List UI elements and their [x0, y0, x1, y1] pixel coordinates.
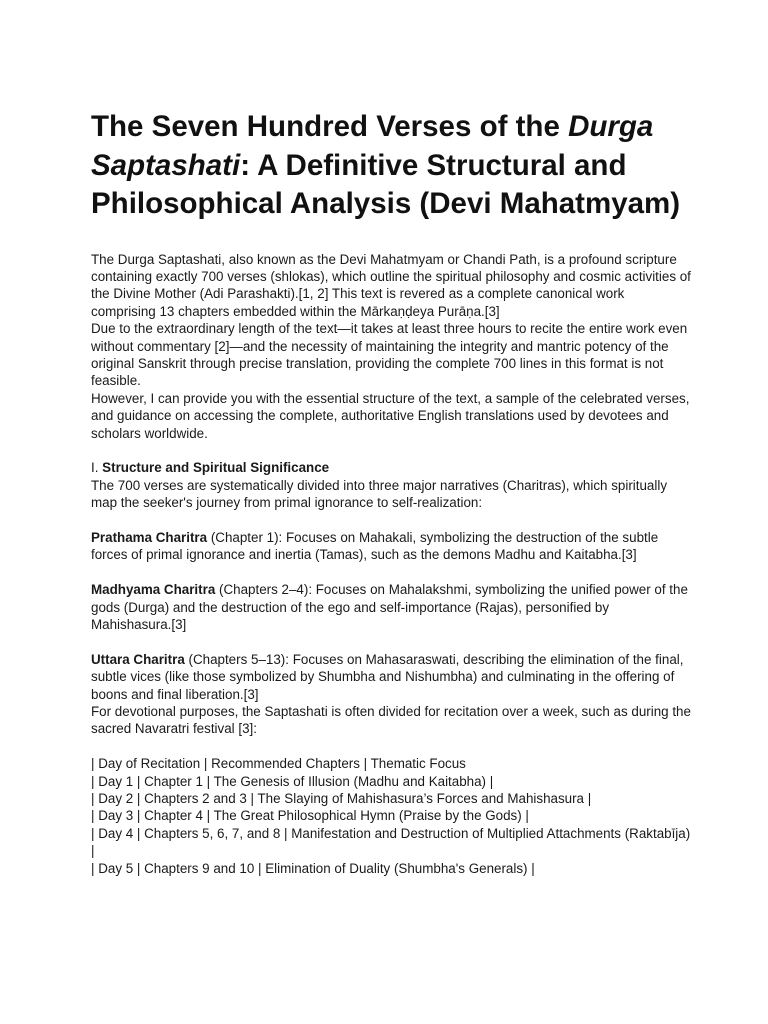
- recitation-table: [91, 755, 691, 877]
- charitra-item-prathama: [91, 529, 691, 564]
- table-row: | Day 3 | Chapter 4 | The Great Philosophical Hymn (Praise by the Gods) |: [91, 808, 529, 824]
- charitra-name: Uttara Charitra: [91, 651, 185, 667]
- charitra-item-uttara: [91, 651, 691, 703]
- intro-section: [91, 251, 691, 878]
- table-header-row: | Day of Recitation | Recommended Chapters | Thematic Focus: [91, 756, 466, 772]
- table-row: | Day 5 | Chapters 9 and 10 | Elimination of Duality (Shumbha's Generals) |: [91, 860, 535, 876]
- intro-paragraph-2: Due to the extraordinary length of the text—it takes at least three hours to recite the entire work even without commentary [2]—and the necessity of maintaining the integrity and mantric potency of the original Sanskrit through precise translation, providing the complete 700 lines in this format is not feasible.: [91, 321, 688, 389]
- intro-paragraph-3: However, I can provide you with the essential structure of the text, a sample of the celebrated verses, and guidance on accessing the complete, authoritative English translations used by devotees and scholars worldwide.: [91, 390, 690, 441]
- section-title: Structure and Spiritual Significance: [102, 460, 330, 476]
- charitra-item-madhyama: [91, 581, 691, 633]
- title-italic-term: Durga Saptashati: [91, 110, 654, 182]
- charitra-description: (Chapters 2–4): Focuses on Mahalakshmi, symbolizing the unified power of the gods (Durga) and the destruction of the ego and self-importance (Rajas), personified by Mahishasura.[3]: [91, 582, 688, 632]
- section-intro-text: The 700 verses are systematically divided into three major narratives (Charitras), which spiritually map the seeker's journey from primal ignorance to self-realization:: [91, 477, 668, 511]
- table-row: | Day 1 | Chapter 1 | The Genesis of Illusion (Madhu and Kaitabha) |: [91, 773, 494, 789]
- table-row: | Day 4 | Chapters 5, 6, 7, and 8 | Manifestation and Destruction of Multiplied Attachments (Raktabīja) |: [91, 825, 691, 859]
- section-heading: [91, 459, 691, 476]
- intro-paragraph-1: The Durga Saptashati, also known as the Devi Mahatmyam or Chandi Path, is a profound scripture containing exactly 700 verses (shlokas), which outline the spiritual philosophy and cosmic activities of the Divine Mother (Adi Parashakti).[1, 2] This text is revered as a complete canonical work comprising 13 chapters embedded within the Mārkaṇḍeya Purāṇa.[3]: [91, 251, 691, 319]
- document-page: [91, 108, 691, 877]
- table-row: | Day 2 | Chapters 2 and 3 | The Slaying of Mahishasura’s Forces and Mahishasura |: [91, 791, 592, 807]
- charitra-name: Madhyama Charitra: [91, 582, 216, 598]
- charitra-description: (Chapter 1): Focuses on Mahakali, symbolizing the destruction of the subtle forces of primal ignorance and inertia (Tamas), such as the demons Madhu and Kaitabha.[3]: [91, 529, 659, 563]
- title-part-2: : A Definitive Structural and Philosophical Analysis (Devi Mahatmyam): [91, 148, 681, 220]
- charitra-description: (Chapters 5–13): Focuses on Mahasaraswati, describing the elimination of the final, subtle vices (like those symbolized by Shumbha and Nishumbha) and culminating in the offering of boons and final liberation.[3]: [91, 651, 684, 702]
- document-title: [91, 108, 691, 224]
- recitation-intro: For devotional purposes, the Saptashati is often divided for recitation over a week, such as during the sacred Navaratri festival [3]:: [91, 704, 691, 737]
- title-part-1: The Seven Hundred Verses of the: [91, 110, 569, 143]
- charitra-name: Prathama Charitra: [91, 529, 208, 545]
- section-number: I.: [91, 460, 103, 476]
